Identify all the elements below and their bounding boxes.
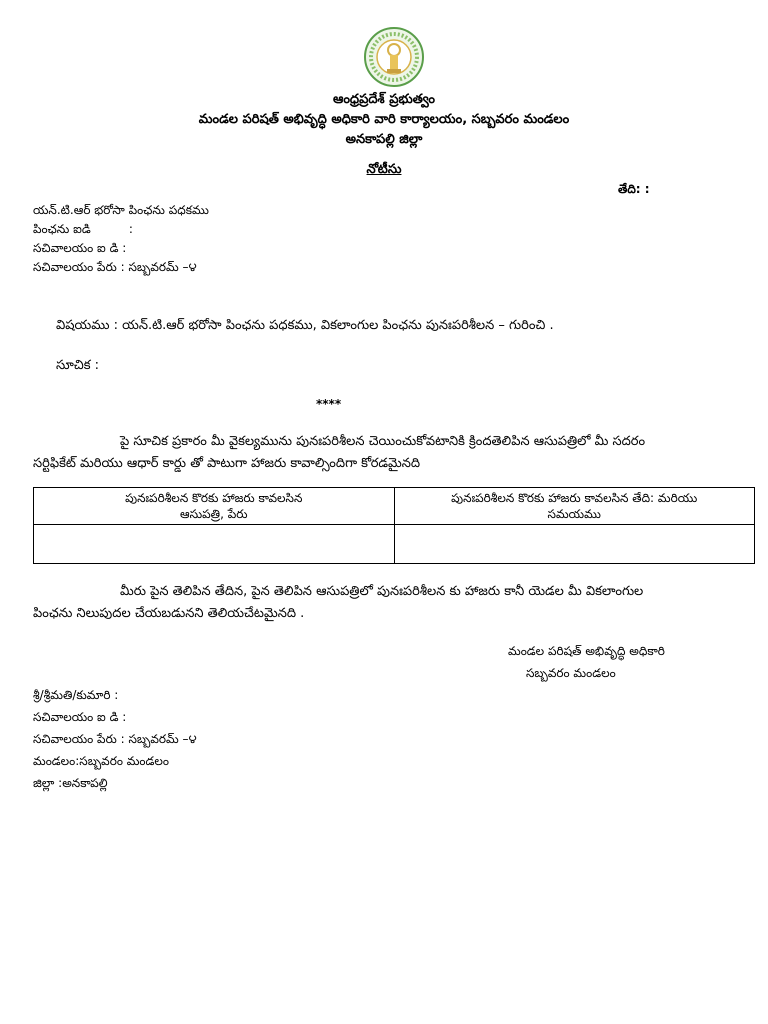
recipient-secretariat-name: సచివాలయం పేరు : సబ్బవరమ్ –౪ bbox=[33, 732, 197, 746]
hospital-name-header bbox=[34, 488, 395, 525]
recipient-district: జిల్లా :అనకాపల్లి bbox=[33, 776, 108, 790]
subject-line: విషయము : యన్.టి.ఆర్ భరోసా పింఛను పధకము, వికలాంగుల పింఛను పునఃపరిశీలన – గురించి . bbox=[56, 318, 554, 333]
hospital-schedule-table bbox=[33, 487, 755, 564]
date-time-cell bbox=[394, 525, 755, 564]
date-time-header bbox=[394, 488, 755, 525]
body-paragraph-1-line-2: సర్టిఫికేట్ మరియు ఆధార్ కార్డు తో పాటుగా హాజరు కావాల్సిందిగా కోరడమైనది bbox=[33, 456, 421, 471]
pension-id-field: పింఛను ఐడి : bbox=[33, 222, 133, 236]
government-heading: ఆంధ్రప్రదేశ్ ప్రభుత్వం bbox=[332, 92, 436, 107]
hospital-name-cell bbox=[34, 525, 395, 564]
recipient-name-field: శ్రీ/శ్రీమతి/కుమారి : bbox=[33, 688, 119, 702]
hospital-header-line-1: పునఃపరిశీలన కొరకు హాజరు కావలసిన bbox=[125, 491, 303, 505]
secretariat-id-field: సచివాలయం ఐ డి : bbox=[33, 241, 127, 255]
table-row bbox=[34, 525, 755, 564]
recipient-secretariat-id: సచివాలయం ఐ డి : bbox=[33, 710, 127, 724]
date-label: తేది: : bbox=[618, 182, 650, 196]
date-header-line-2: సమయము bbox=[547, 507, 601, 521]
signature-place: సబ్బవరం మండలం bbox=[526, 666, 616, 680]
body-paragraph-2-line-2: పింఛను నిలుపుదల చేయబడునని తెలియచేటమైనది . bbox=[33, 606, 305, 621]
separator: **** bbox=[316, 397, 342, 411]
district-heading: అనకాపల్లి జిల్లా bbox=[345, 132, 423, 147]
table-header-row bbox=[34, 488, 755, 525]
hospital-header-line-2: ఆసుపత్రి, పేరు bbox=[180, 507, 248, 521]
recipient-mandal: మండలం:సబ్బవరం మండలం bbox=[33, 754, 169, 768]
body-paragraph-1-line-1: పై సూచిక ప్రకారం మీ వైకల్యమును పునఃపరిశీలన చెయించుకోవటానికి క్రిందతెలిపిన ఆసుపత్రిలో మీ సదరం bbox=[120, 434, 646, 449]
office-heading: మండల పరిషత్ అభివృద్ధి అధికారి వారి కార్యాలయం, సబ్బవరం మండలం bbox=[198, 112, 570, 127]
reference-line: సూచిక : bbox=[56, 358, 100, 373]
notice-title: నోటీసు bbox=[366, 162, 402, 177]
secretariat-name-field: సచివాలయం పేరు : సబ్బవరమ్ –౪ bbox=[33, 260, 197, 274]
scheme-name: యన్.టి.ఆర్ భరోసా పింఛను పధకము bbox=[33, 203, 209, 217]
body-paragraph-2-line-1: మీరు పైన తెలిపిన తేదిన, పైన తెలిపిన ఆసుపత్రిలో పునఃపరిశీలన కు హాజరు కానీ యెడల మీ వికలాంగుల bbox=[120, 584, 644, 599]
signature-title: మండల పరిషత్ అభివృద్ధి అధికారి bbox=[508, 644, 665, 658]
state-emblem bbox=[363, 26, 425, 88]
date-header-line-1: పునఃపరిశీలన కొరకు హాజరు కావలసిన తేది: మరియు bbox=[451, 491, 698, 505]
